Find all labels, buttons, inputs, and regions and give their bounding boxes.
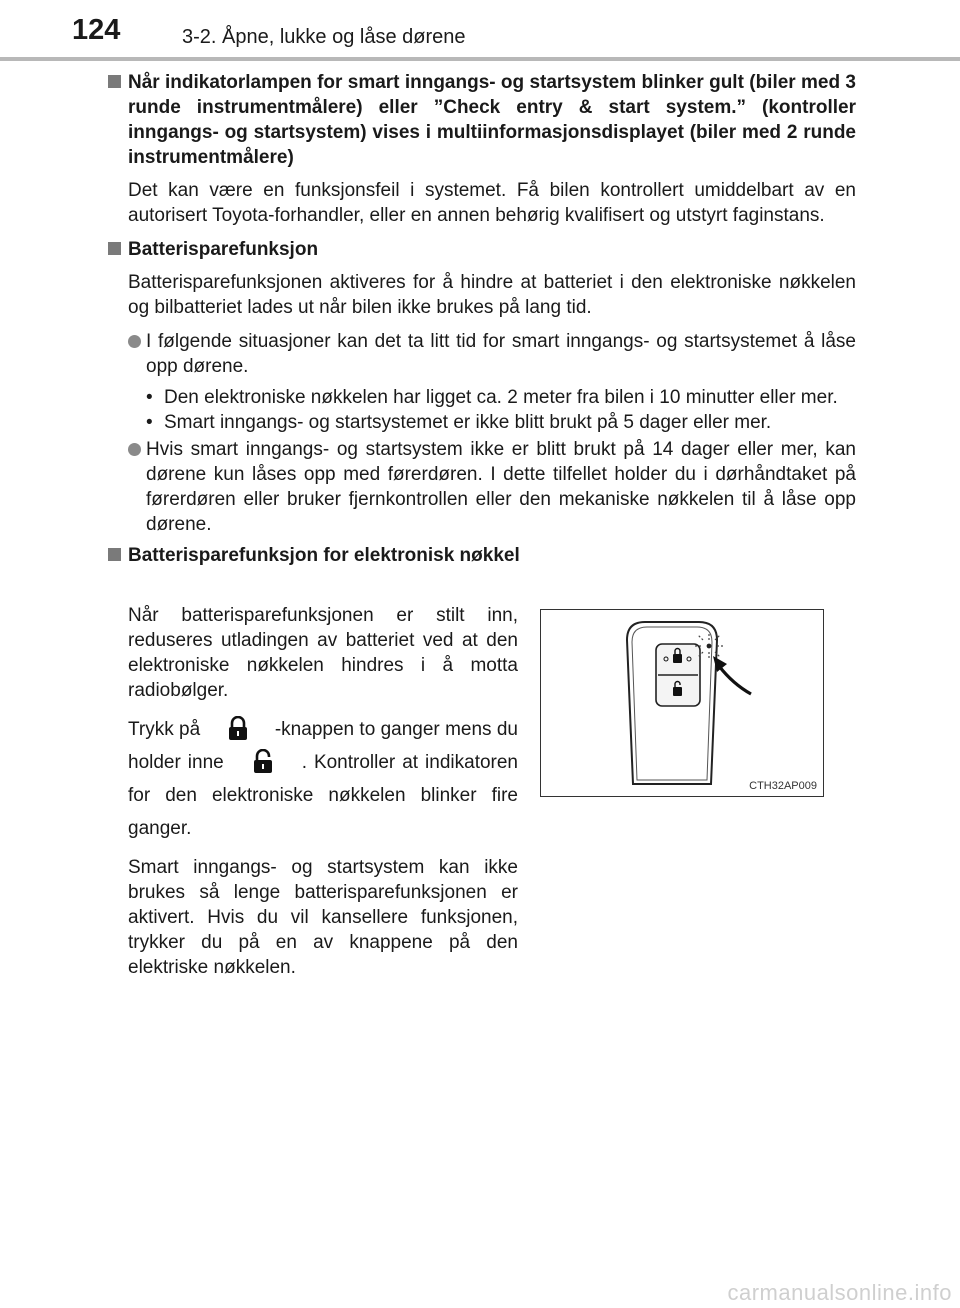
key-fob-illustration bbox=[541, 610, 821, 794]
main-content bbox=[108, 70, 856, 576]
key-saver-para-1: Når batterisparefunksjonen er stilt inn, reduseres utladingen av batteriet ved at den elektroniske nøkkelen hindres i å motta radiobølger. bbox=[128, 605, 518, 701]
item-2-text: Hvis smart inngangs- og startsystem ikke er blitt brukt på 14 dager eller mer, kan dørene kun låses opp med førerdøren. I dette tilfellet holder du i dørhåndtaket på førerdøren eller bruker fjernkontrollen eller den mekaniske nøkkelen til å låse opp dørene. bbox=[146, 439, 856, 535]
indicator-heading-text: Når indikatorlampen for smart inngangs- og startsystem blinker gult (biler med 3 runde instrumentmålere) eller ”Check entry & start system.” (kontroller inngangs- og startsystem) vises i multiinformasjonsdisplayet (biler med 2 runde instrumentmålere) bbox=[128, 72, 856, 168]
dot-bullet: • bbox=[146, 387, 153, 408]
unlock-icon bbox=[253, 749, 273, 773]
battery-saver-text: Batterisparefunksjonen aktiveres for å hindre at batteriet i den elektroniske nøkkelen og bilbatteriet lades ut når bilen ikke brukes på lang tid. bbox=[128, 272, 856, 318]
page-number: 124 bbox=[72, 14, 121, 46]
unlock-button-icon bbox=[673, 687, 682, 696]
battery-saver-heading-text: Batterisparefunksjon bbox=[128, 239, 319, 260]
page-header bbox=[0, 0, 960, 62]
key-saver-heading-text: Batterisparefunksjon for elektronisk nøkkel bbox=[128, 545, 520, 566]
key-saver-para-3: Smart inngangs- og startsystem kan ikke brukes så lenge batterisparefunksjonen er aktivert. Hvis du vil kansellere funksjonen, trykker du på en av knappene på den elektriske nøkkelen. bbox=[128, 857, 518, 978]
dot-bullet: • bbox=[146, 412, 153, 433]
key-fob-figure bbox=[540, 609, 824, 797]
key-saver-para-2: Trykk på -knappen to ganger mens du holder inne . Kontroller at indikatoren for den elektroniske nøkkelen blinker fire ganger. bbox=[128, 713, 518, 845]
battery-saver-heading bbox=[108, 237, 856, 262]
battery-saver-item-1 bbox=[108, 329, 856, 379]
lock-icon bbox=[228, 716, 248, 740]
section-title: 3-2. Åpne, lukke og låse dørene bbox=[182, 26, 466, 48]
item-1-text: I følgende situasjoner kan det ta litt tid for smart inngangs- og startsystemet å låse opp dørene. bbox=[146, 331, 856, 377]
key-saver-heading bbox=[108, 543, 856, 568]
battery-saver-item-2 bbox=[108, 437, 856, 537]
figure-code: CTH32AP009 bbox=[749, 780, 817, 792]
watermark: carmanualsonline.info bbox=[727, 1280, 952, 1305]
circle-bullet-icon bbox=[128, 335, 141, 348]
square-bullet-icon bbox=[108, 75, 121, 88]
circle-bullet-icon bbox=[128, 443, 141, 456]
header-divider bbox=[0, 57, 960, 61]
square-bullet-icon bbox=[108, 242, 121, 255]
lock-button-icon bbox=[673, 654, 682, 663]
indicator-text: Det kan være en funksjonsfeil i systemet. Få bilen kontrollert umiddelbart av en autorisert Toyota-forhandler, eller en annen behørig kvalifisert og utstyrt faginstans. bbox=[128, 180, 856, 226]
key-saver-body bbox=[128, 603, 518, 990]
list-item: • Smart inngangs- og startsystemet er ikke blitt brukt på 5 dager eller mer. bbox=[146, 412, 772, 433]
indicator-heading bbox=[108, 70, 856, 170]
list-item: • Den elektroniske nøkkelen har ligget ca. 2 meter fra bilen i 10 minutter eller mer. bbox=[146, 387, 838, 408]
condition-list bbox=[108, 385, 856, 435]
square-bullet-icon bbox=[108, 548, 121, 561]
